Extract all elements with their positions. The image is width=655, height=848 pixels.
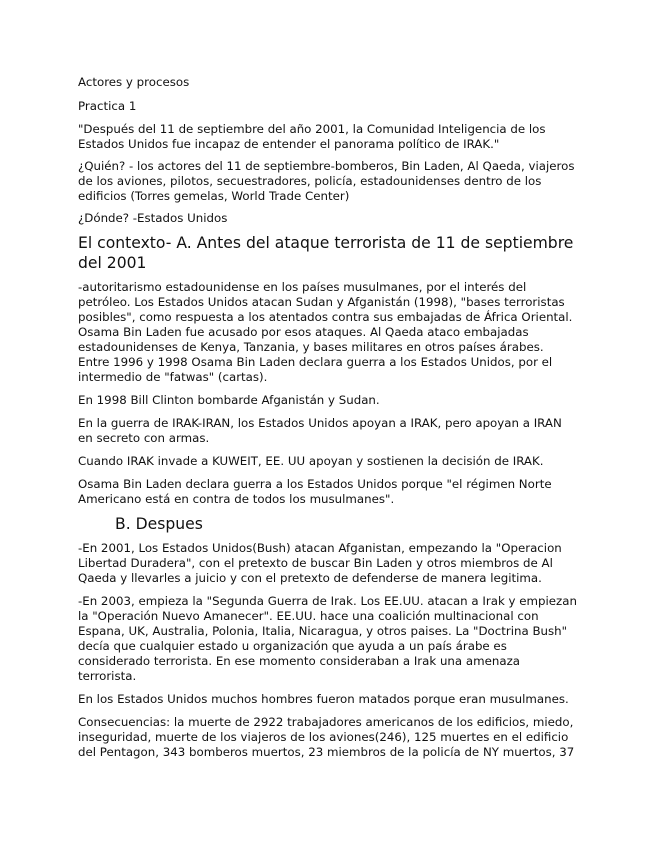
doc-header: Actores y procesos	[78, 75, 190, 89]
paragraph-b4: Consecuencias: la muerte de 2922 trabajadores americanos de los edificios, miedo, inseguridad, muerte de los viajeros de los aviones(246), 125 muertes en el edificio del Pentagon, 343 bomberos muertos, 23 miembros de la policía de NY muertos, 37	[78, 715, 575, 759]
paragraph-b1: -En 2001, Los Estados Unidos(Bush) atacan Afganistan, empezando la "Operacion Libertad Duradera", con el pretexto de buscar Bin Laden y otros miembros de Al Qaeda y llevarles a juicio y con el pretexto de defenderse de manera legitima.	[78, 541, 562, 585]
paragraph-a1: -autoritarismo estadounidense en los países musulmanes, por el interés del petróleo. Los Estados Unidos atacan Sudan y Afganistán (1998), "bases terroristas posibles", como respuesta a los atentados contra sus embajadas de África Oriental. Osama Bin Laden fue acusado por esos ataques. Al Qaeda ataco embajadas estadounidenses de Kenya, Tanzania, y bases militares en otros países árabes. Entre 1996 y 1998 Osama Bin Laden declara guerra a los Estados Unidos, por el intermedio de "fatwas" (cartas).	[78, 280, 573, 384]
paragraph-a2: En 1998 Bill Clinton bombarde Afganistán y Sudan.	[78, 393, 380, 407]
donde-paragraph: ¿Dónde? -Estados Unidos	[78, 211, 228, 225]
paragraph-a5: Osama Bin Laden declara guerra a los Estados Unidos porque "el régimen Norte Americano está en contra de todos los musulmanes".	[78, 477, 552, 506]
quien-paragraph: ¿Quién? - los actores del 11 de septiembre-bomberos, Bin Laden, Al Qaeda, viajeros de los aviones, pilotos, secuestradores, policía, estadounidenses dentro de los edificios (Torres gemelas, World Trade Center)	[78, 159, 575, 203]
paragraph-b2: -En 2003, empieza la "Segunda Guerra de Irak. Los EE.UU. atacan a Irak y empiezan la "Operación Nuevo Amanecer". EE.UU. hace una coalición multinacional con Espana, UK, Australia, Polonia, Italia, Nicaragua, y otros paises. La "Doctrina Bush" decía que cualquier estado u organización que ayuda a un país árabe es considerado terrorista. En ese momento consideraban a Irak una amenaza terrorista.	[78, 594, 577, 683]
section-heading-b: B. Despues	[115, 515, 203, 533]
paragraph-a3: En la guerra de IRAK-IRAN, los Estados Unidos apoyan a IRAK, pero apoyan a IRAN en secreto con armas.	[78, 416, 562, 445]
intro-quote: "Después del 11 de septiembre del año 2001, la Comunidad Inteligencia de los Estados Unidos fue incapaz de entender el panorama político de IRAK."	[78, 122, 546, 151]
paragraph-a4: Cuando IRAK invade a KUWEIT, EE. UU apoyan y sostienen la decisión de IRAK.	[78, 454, 544, 468]
paragraph-b3: En los Estados Unidos muchos hombres fueron matados porque eran musulmanes.	[78, 692, 569, 706]
practice-label: Practica 1	[78, 99, 137, 113]
section-heading-a: El contexto- A. Antes del ataque terrorista de 11 de septiembre del 2001	[78, 234, 574, 272]
